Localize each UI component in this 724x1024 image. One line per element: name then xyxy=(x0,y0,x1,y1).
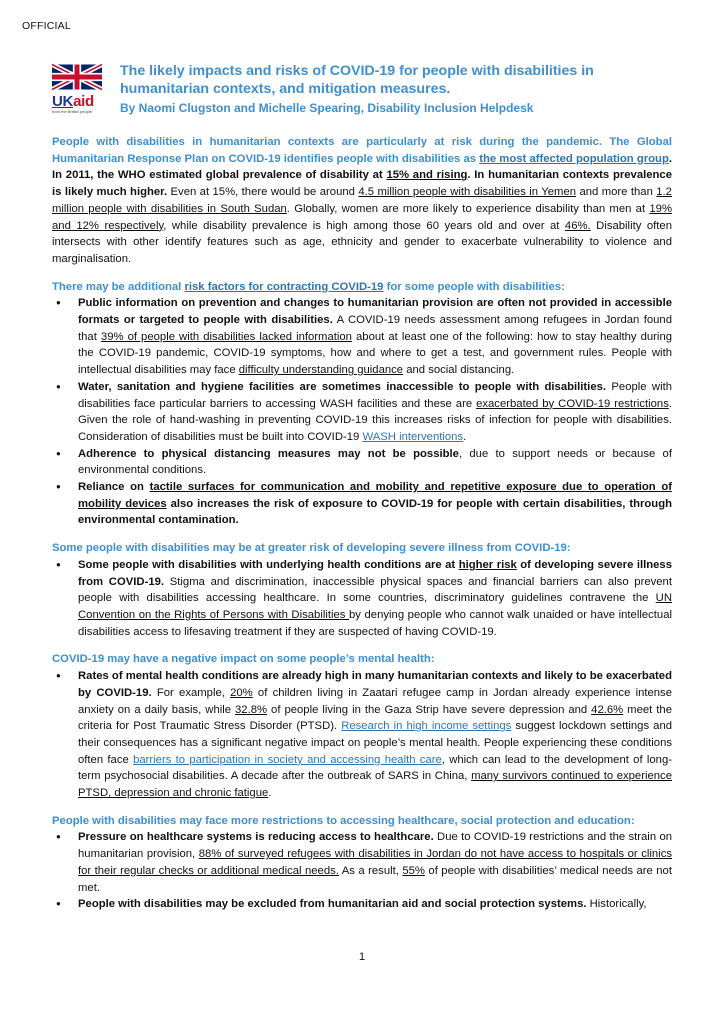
wash-interventions-link[interactable]: WASH interventions xyxy=(362,430,464,443)
list-item: ● Water, sanitation and hygiene facilities are sometimes inaccessible to people with disabilities. People with disabilities face particular barriers to accessing WASH facilities and these are exacerbated by COVID-19 restrictions. Given the role of hand-washing in preventing COVID-19 this increases risks of infection for people with disabilities. Consideration of disabilities must be built into COVID-19 WASH interventions. xyxy=(52,379,672,446)
risk-factors-link[interactable]: risk factors for contracting COVID-19 xyxy=(184,280,384,293)
page-number: 1 xyxy=(358,951,366,963)
risk-factors-list xyxy=(52,295,672,529)
section-heading-mental-health: COVID-19 may have a negative impact on some people’s mental health: xyxy=(52,653,435,666)
document-byline: By Naomi Clugston and Michelle Spearing, Disability Inclusion Helpdesk xyxy=(120,101,534,115)
section-heading-access-restrictions: People with disabilities may face more restrictions to accessing healthcare, social protection and education: xyxy=(52,814,635,827)
section-heading-severe-illness: Some people with disabilities may be at greater risk of developing severe illness from COVID-19: xyxy=(52,542,571,555)
security-marking: OFFICIAL xyxy=(22,20,71,32)
document-header xyxy=(52,62,692,122)
list-item: ● Public information on prevention and changes to humanitarian provision are often not provided in accessible formats or targeted to people with disabilities. A COVID-19 needs assessment among refugees in Jordan found that 39% of people with disabilities lacked information about at least one of the following: how to stay healthy during the COVID-19 pandemic, COVID-19 symptoms, how and where to get a test, and government rules. People with intellectual disabilities may face difficulty understanding guidance and social distancing. xyxy=(52,295,672,379)
access-restrictions-list xyxy=(52,829,672,913)
union-jack-icon xyxy=(52,62,102,92)
document-title: The likely impacts and risks of COVID-19 for people with disabilities in humanitarian contexts, and mitigation measures. xyxy=(120,63,594,97)
list-item: ● Adherence to physical distancing measures may not be possible, due to support needs or because of environmental conditions. xyxy=(52,446,672,479)
most-affected-link[interactable]: the most affected population group xyxy=(479,152,669,165)
severe-illness-list xyxy=(52,557,672,641)
list-item: ● Some people with disabilities with underlying health conditions are at higher risk of developing severe illness from COVID-19. Stigma and discrimination, inaccessible physical spaces and financial barriers can also prevent people with disabilities accessing healthcare. In some countries, discriminatory guidelines contravene the UN Convention on the Rights of Persons with Disabilities by denying people who cannot walk unaided or have intellectual disabilities access to lifesaving treatment if they are suspected of having COVID-19. xyxy=(52,557,672,641)
ukaid-tagline: from the British people xyxy=(52,109,93,114)
list-item: ● Reliance on tactile surfaces for communication and mobility and repetitive exposure due to operation of mobility devices also increases the risk of exposure to COVID-19 for people with certain disabilities, through environmental contamination. xyxy=(52,479,672,529)
section-heading-risk-factors: There may be additional risk factors for contracting COVID-19 for some people with disabilities: xyxy=(52,280,565,293)
mental-health-list xyxy=(52,668,672,802)
ukaid-wordmark: UKaid xyxy=(52,93,94,110)
barriers-participation-link[interactable]: barriers to participation in society and accessing health care xyxy=(133,753,442,766)
research-high-income-link[interactable]: Research in high income settings xyxy=(341,720,512,733)
document-body xyxy=(52,134,672,913)
intro-paragraph: People with disabilities in humanitarian contexts are particularly at risk during the pandemic. The Global Humanitarian Response Plan on COVID-19 identifies people with disabilities as the most affected population group. In 2011, the WHO estimated global prevalence of disability at 15% and rising. In humanitarian contexts prevalence is likely much higher. Even at 15%, there would be around 4.5 million people with disabilities in Yemen and more than 1.2 million people with disabilities in South Sudan. Globally, women are more likely to experience disability than men at 19% and 12% respectively, while disability prevalence is high among those 60 years old and over at 46%. Disability often intersects with other identify features such as age, ethnicity and gender to exacerbate vulnerability to violence and marginalisation. xyxy=(52,136,672,265)
ukaid-logo xyxy=(52,62,104,114)
list-item: ● People with disabilities may be excluded from humanitarian aid and social protection systems. Historically, xyxy=(52,896,672,913)
list-item: ● Rates of mental health conditions are already high in many humanitarian contexts and likely to be exacerbated by COVID-19. For example, 20% of children living in Zaatari refugee camp in Jordan already experience intense anxiety on a daily basis, while 32.8% of people living in the Gaza Strip have severe depression and 42.6% meet the criteria for Post Traumatic Stress Disorder (PTSD). Research in high income settings suggest lockdown settings and their consequences has a significant negative impact on people’s mental health. People experiencing these conditions often face barriers to participation in society and accessing health care, which can lead to the development of long-term psychosocial disabilities. A decade after the outbreak of SARS in China, many survivors continued to experience PTSD, depression and chronic fatigue. xyxy=(52,668,672,802)
list-item: ● Pressure on healthcare systems is reducing access to healthcare. Due to COVID-19 restrictions and the strain on humanitarian provision, 88% of surveyed refugees with disabilities in Jordan do not have access to hospitals or clinics for their regular checks or additional medical needs. As a result, 55% of people with disabilities’ medical needs are not met. xyxy=(52,829,672,896)
